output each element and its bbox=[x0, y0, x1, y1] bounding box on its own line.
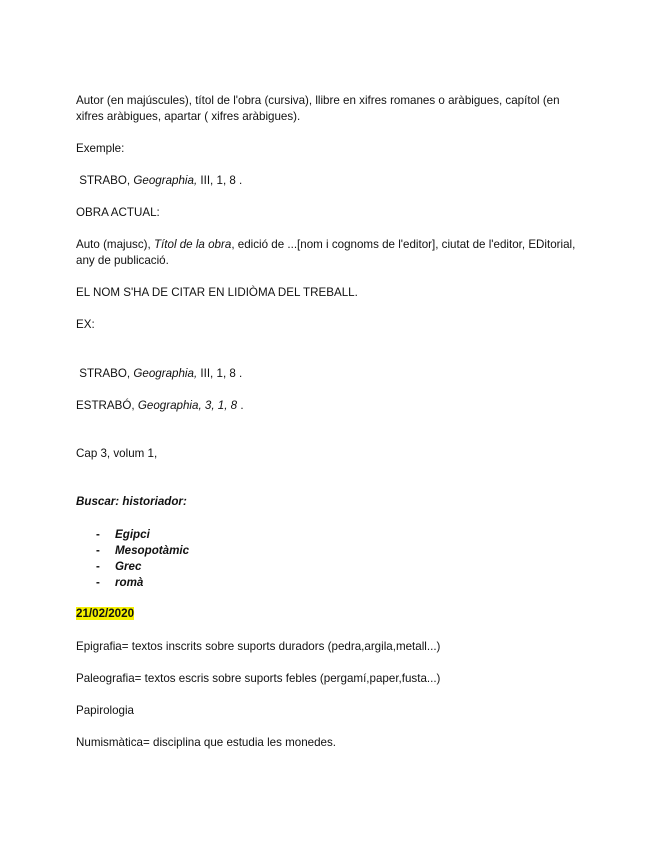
bullet-marker: - bbox=[96, 576, 100, 589]
list-item: - Grec bbox=[96, 560, 142, 573]
ex-label: EX: bbox=[76, 318, 95, 331]
example2-reference: III, 1, 8 . bbox=[197, 367, 243, 380]
modern-details: , edició de ...[nom i cognoms de l'editor], ciutat de l'editor, EDitorial, any de publicació. bbox=[76, 238, 576, 267]
modern-author: Auto (majusc), bbox=[76, 238, 154, 251]
modern-title: Títol de la obra bbox=[153, 238, 232, 251]
numismatica-definition: Numismàtica= disciplina que estudia les monedes. bbox=[76, 736, 337, 749]
chapter-note: Cap 3, volum 1, bbox=[76, 447, 158, 460]
bullet-marker: - bbox=[96, 528, 100, 541]
example3-reference: . bbox=[237, 399, 244, 412]
example-citation-2 bbox=[76, 366, 242, 382]
paleografia-definition: Paleografia= textos escris sobre suports febles (pergamí,paper,fusta...) bbox=[76, 672, 441, 685]
example-work: Geographia, bbox=[133, 174, 198, 187]
historian-list bbox=[96, 527, 189, 591]
example-citation-3 bbox=[76, 398, 244, 414]
epigrafia-definition: Epigrafia= textos inscrits sobre suports duradors (pedra,argila,metall...) bbox=[76, 640, 441, 653]
example-author: STRABO, bbox=[79, 174, 134, 187]
example2-author: STRABO, bbox=[79, 367, 134, 380]
papirologia-term: Papirologia bbox=[76, 704, 135, 717]
search-heading: Buscar: historiador: bbox=[76, 495, 187, 508]
bullet-marker: - bbox=[96, 544, 100, 557]
bullet-marker: - bbox=[96, 560, 100, 573]
example-citation-1 bbox=[76, 173, 242, 189]
example3-author: ESTRABÓ, bbox=[76, 399, 138, 412]
example3-work: Geographia, 3, 1, 8 bbox=[137, 399, 238, 412]
highlighted-date: 21/02/2020 bbox=[76, 607, 135, 620]
list-item: - romà bbox=[96, 576, 144, 589]
example2-work: Geographia, bbox=[133, 367, 198, 380]
date-line bbox=[76, 606, 134, 622]
modern-work-label: OBRA ACTUAL: bbox=[76, 206, 160, 219]
language-rule: EL NOM S'HA DE CITAR EN LIDIÒMA DEL TREBALL. bbox=[76, 286, 358, 299]
list-item: - Egipci bbox=[96, 528, 150, 541]
citation-format-intro: Autor (en majúscules), títol de l'obra (cursiva), llibre en xifres romanes o aràbigues, capítol (en xifres aràbigues, apartar ( xifres aràbigues). bbox=[76, 94, 560, 123]
example-label: Exemple: bbox=[76, 142, 125, 155]
example-reference: III, 1, 8 . bbox=[197, 174, 243, 187]
modern-citation-format bbox=[76, 237, 581, 269]
list-item: - Mesopotàmic bbox=[96, 544, 190, 557]
